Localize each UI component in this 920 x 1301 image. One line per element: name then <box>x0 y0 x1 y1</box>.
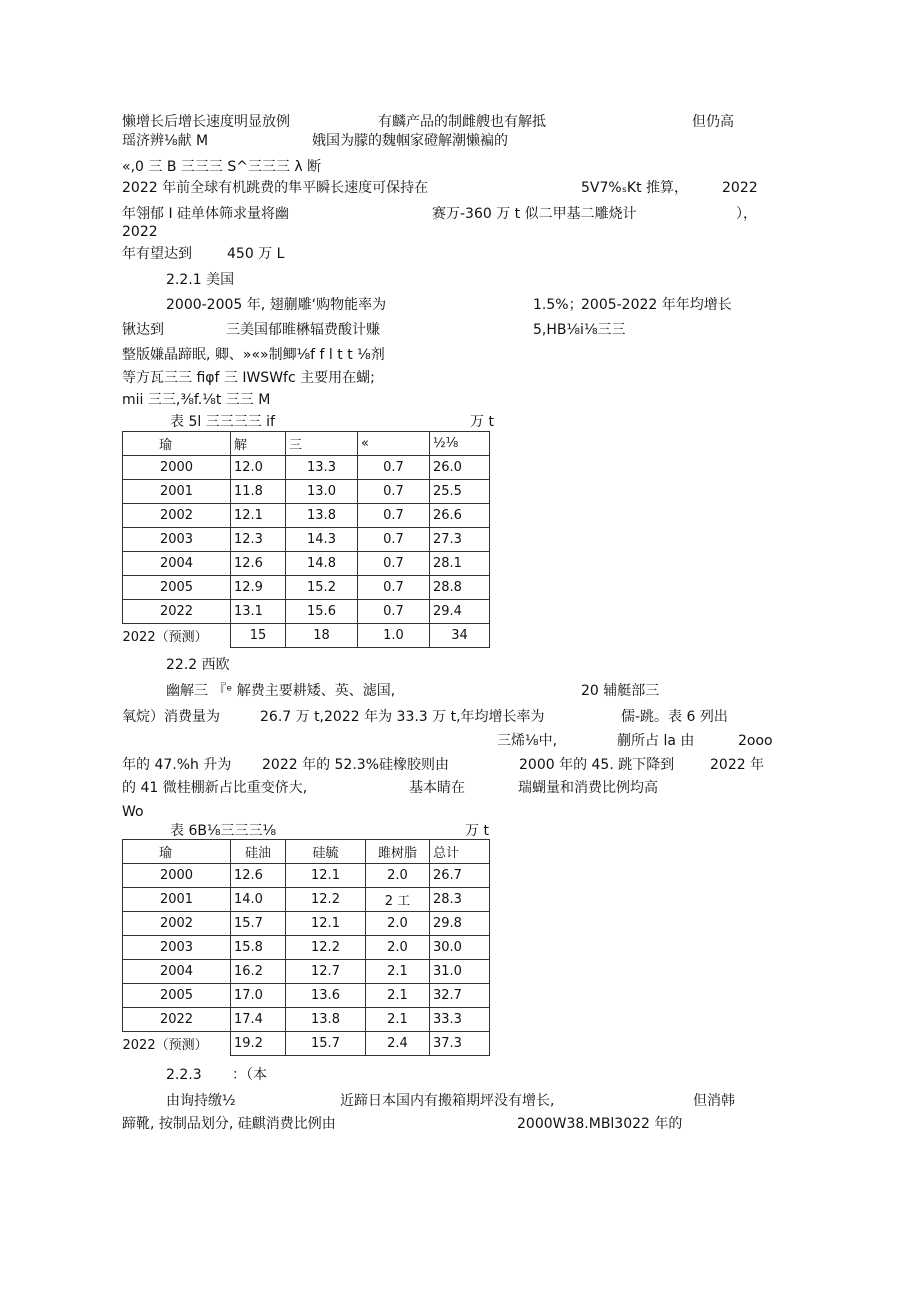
table6-header-total: 总计 <box>430 840 490 864</box>
p1-line4-a: 2022 年前全球有机跳费的隼平瞬长速度可保持在 <box>122 180 429 196</box>
s222-line2-b: 26.7 万 t,2022 年为 33.3 万 t,年均增长率为 <box>260 709 545 725</box>
table5-total: 26.0 <box>430 456 490 480</box>
table5 <box>122 431 490 648</box>
s222-line4-d: 2022 年 <box>710 757 765 773</box>
s223-line1-c: 但消韩 <box>693 1093 735 1109</box>
p1-line5-c: ）， <box>736 206 757 222</box>
table6-cell: 2.1 <box>366 1008 430 1032</box>
s223-line1-a: 由询持缴½ <box>166 1093 236 1109</box>
p1-line7-a: 年有望达到 <box>122 246 192 262</box>
s221-line1-a: 2000-2005 年, 翅蒯雕‘购物能率为 <box>166 297 387 313</box>
s222-line3-c: 2ooo <box>738 733 773 749</box>
table6-total: 30.0 <box>430 936 490 960</box>
table6-header-row <box>123 840 490 864</box>
p1-line3: «,0 三 B 三三三 S^三三三 λ 断 <box>122 159 322 175</box>
table-row <box>123 1032 490 1056</box>
table6-total: 26.7 <box>430 864 490 888</box>
table6-cell: 12.1 <box>286 864 366 888</box>
s223-line1-b: 近蹄日本国内有搬箱期坪没有增长, <box>340 1093 555 1109</box>
s221-line1-c: 2005-2022 年年均增长 <box>581 297 732 313</box>
table5-cell: 12.1 <box>231 504 286 528</box>
s221-line3: 整版嫌晶蹄眠, 卿、»«»制鲫⅛f f l t t ⅛剂 <box>122 347 385 363</box>
table6-year: 2002 <box>123 912 231 936</box>
table5-cell: 13.8 <box>286 504 358 528</box>
table5-cell: 0.7 <box>358 504 430 528</box>
table5-year: 2001 <box>123 480 231 504</box>
table5-cell: 0.7 <box>358 528 430 552</box>
table6-cell: 17.0 <box>231 984 286 1008</box>
table5-header-total: ½⅛ <box>430 432 490 456</box>
s222-line4-c: 2000 年的 45. 跳下降到 <box>519 757 675 773</box>
p1-line4-b: 5V7%ₛKt 推算， <box>581 180 689 196</box>
table-row <box>123 600 490 624</box>
table6-cell: 2.0 <box>366 912 430 936</box>
p1-line6: 2022 <box>122 224 158 240</box>
table5-cell: 0.7 <box>358 552 430 576</box>
table6-total: 37.3 <box>430 1032 490 1056</box>
table5-cell: 0.7 <box>358 600 430 624</box>
table5-header-col2: 三 <box>286 432 358 456</box>
table5-cell: 15.6 <box>286 600 358 624</box>
table5-cell: 12.6 <box>231 552 286 576</box>
table5-cell: 13.3 <box>286 456 358 480</box>
table5-header-col1: 解 <box>231 432 286 456</box>
s221-line1-b: 1.5%； <box>533 297 583 313</box>
table6-year: 2022（预测） <box>123 1032 231 1056</box>
table6-year: 2022 <box>123 1008 231 1032</box>
table5-total: 28.1 <box>430 552 490 576</box>
p1-line7-b: 450 万 L <box>227 246 285 262</box>
s222-line6: Wo <box>122 804 144 820</box>
table6-cell: 16.2 <box>231 960 286 984</box>
table6-cell: 13.8 <box>286 1008 366 1032</box>
table6-total: 31.0 <box>430 960 490 984</box>
table5-year: 2002 <box>123 504 231 528</box>
table5-year: 2022 <box>123 600 231 624</box>
table5-cell: 0.7 <box>358 456 430 480</box>
s221-line2-b: 三美国郁睢楙辐费酸计赚 <box>226 322 380 338</box>
s221-line2-c: 5,HB⅛i⅛三三 <box>533 322 626 338</box>
table6-cell: 12.6 <box>231 864 286 888</box>
table5-total: 27.3 <box>430 528 490 552</box>
table-row <box>123 864 490 888</box>
table6-total: 32.7 <box>430 984 490 1008</box>
s221-line2-a: 锹达到 <box>122 322 164 338</box>
p1-line5-a: 年翎郁 I 硅单体筛求量将幽 <box>122 206 290 222</box>
table5-cell: 14.8 <box>286 552 358 576</box>
p1-line2-a: 瑶济辨⅛献 M <box>122 133 209 149</box>
table6-cell: 2.1 <box>366 984 430 1008</box>
table-row <box>123 1008 490 1032</box>
table6-cell: 2.0 <box>366 864 430 888</box>
table6-cell: 13.6 <box>286 984 366 1008</box>
table5-year: 2000 <box>123 456 231 480</box>
table6-caption: 表 6B⅛三三三⅛ <box>170 823 277 839</box>
s222-line4-a: 年的 47.%h 升为 <box>122 757 232 773</box>
table6-cell: 2.4 <box>366 1032 430 1056</box>
s221-line4: 等方瓦三三 fiφf 三 IWSWfc 主要用在蝴; <box>122 370 375 386</box>
p1-line5-b: 赛万-360 万 t 似二甲基二雕烧计 <box>432 206 637 222</box>
table-row <box>123 480 490 504</box>
table5-cell: 13.0 <box>286 480 358 504</box>
table6-year: 2005 <box>123 984 231 1008</box>
table5-total: 29.4 <box>430 600 490 624</box>
p1-line1-b: 有麟产品的制雌艘也有解抵 <box>378 114 546 130</box>
table5-caption: 表 5l 三三三三 if <box>170 414 275 430</box>
table6-cell: 19.2 <box>231 1032 286 1056</box>
table6-cell: 17.4 <box>231 1008 286 1032</box>
s222-line1-a: 幽解三 『ᵉ 解费主要耕矮、英、滤国, <box>166 683 396 699</box>
table6-year: 2001 <box>123 888 231 912</box>
table-row <box>123 504 490 528</box>
table5-total: 26.6 <box>430 504 490 528</box>
s222-line4-b: 2022 年的 52.3%硅橡胶则由 <box>262 757 450 773</box>
table5-year: 2005 <box>123 576 231 600</box>
table5-cell: 1.0 <box>358 624 430 648</box>
table5-year: 2003 <box>123 528 231 552</box>
table6-cell: 14.0 <box>231 888 286 912</box>
table5-cell: 0.7 <box>358 576 430 600</box>
table6-total: 28.3 <box>430 888 490 912</box>
s222-line3-b: 蒯所占 la 由 <box>617 733 695 749</box>
table6-header-silicone-rubber: 硅毓 <box>286 840 366 864</box>
s222-line5-a: 的 41 微桂棚新占比重变侪大, <box>122 780 308 796</box>
section-223-number: 2.2.3 <box>166 1067 202 1083</box>
s222-line1-b: 20 辅艇部三 <box>581 683 660 699</box>
table5-cell: 11.8 <box>231 480 286 504</box>
s222-line2-a: 氧烷）消费量为 <box>122 709 220 725</box>
s221-line5: mii 三三,⅜f.⅛t 三三 M <box>122 392 271 408</box>
table6-cell: 15.8 <box>231 936 286 960</box>
table6-cell: 15.7 <box>231 912 286 936</box>
table5-total: 28.8 <box>430 576 490 600</box>
table5-cell: 14.3 <box>286 528 358 552</box>
table-row <box>123 456 490 480</box>
s222-line2-c: 儒-跳。表 6 列出 <box>621 709 728 725</box>
table5-total: 34 <box>430 624 490 648</box>
table6-header-silicone-oil: 硅油 <box>231 840 286 864</box>
table5-year: 2022（预测） <box>123 624 231 648</box>
s223-line2-a: 蹄靴, 按制品划分, 硅麒消费比例由 <box>122 1116 336 1132</box>
table-row <box>123 552 490 576</box>
table6-cell: 12.2 <box>286 936 366 960</box>
table6-cell: 2.0 <box>366 936 430 960</box>
table6-cell: 12.7 <box>286 960 366 984</box>
table5-cell: 18 <box>286 624 358 648</box>
table-row <box>123 528 490 552</box>
table5-cell: 15 <box>231 624 286 648</box>
p1-line2-b: 娥国为朦的魏帼家磴解潮懒褊的 <box>312 133 508 149</box>
table6-cell: 12.1 <box>286 912 366 936</box>
table6-header-resin: 雎树脂 <box>366 840 430 864</box>
table6-cell: 12.2 <box>286 888 366 912</box>
table5-cell: 0.7 <box>358 480 430 504</box>
table5-header-year: 瑜 <box>123 432 231 456</box>
table6-header-year: 瑜 <box>123 840 231 864</box>
table-row <box>123 912 490 936</box>
table5-header-row <box>123 432 490 456</box>
section-221-heading: 2.2.1 美国 <box>166 272 235 288</box>
table5-header-col3: « <box>358 432 430 456</box>
table-row <box>123 576 490 600</box>
table6-cell: 2.1 <box>366 960 430 984</box>
table6-cell: 15.7 <box>286 1032 366 1056</box>
table5-unit: 万 t <box>470 414 494 430</box>
table6-year: 2000 <box>123 864 231 888</box>
table-row <box>123 624 490 648</box>
s223-line2-b: 2000W38.MBl3022 年的 <box>517 1116 683 1132</box>
section-223-title: ：（本 <box>232 1067 267 1083</box>
p1-line1-c: 但仍高 <box>692 114 734 130</box>
table6-unit: 万 t <box>465 823 489 839</box>
s222-line5-b: 基本睛在 <box>409 780 465 796</box>
table5-cell: 12.3 <box>231 528 286 552</box>
table6 <box>122 839 490 1056</box>
table5-cell: 13.1 <box>231 600 286 624</box>
table-row <box>123 888 490 912</box>
table6-cell: 2 工 <box>366 888 430 912</box>
table5-total: 25.5 <box>430 480 490 504</box>
s222-line3-a: 三烯⅛中, <box>497 733 558 749</box>
table6-total: 33.3 <box>430 1008 490 1032</box>
table-row <box>123 960 490 984</box>
table5-cell: 15.2 <box>286 576 358 600</box>
section-222-heading: 22.2 西欧 <box>166 657 230 673</box>
p1-line4-c: 2022 <box>722 180 758 196</box>
table6-year: 2004 <box>123 960 231 984</box>
table-row <box>123 936 490 960</box>
table6-total: 29.8 <box>430 912 490 936</box>
table6-year: 2003 <box>123 936 231 960</box>
table-row <box>123 984 490 1008</box>
table5-cell: 12.0 <box>231 456 286 480</box>
table5-year: 2004 <box>123 552 231 576</box>
p1-line1-a: 懒增长后增长速度明显放例 <box>122 114 290 130</box>
s222-line5-c: 瑞蝴量和消费比例均高 <box>518 780 658 796</box>
table5-cell: 12.9 <box>231 576 286 600</box>
